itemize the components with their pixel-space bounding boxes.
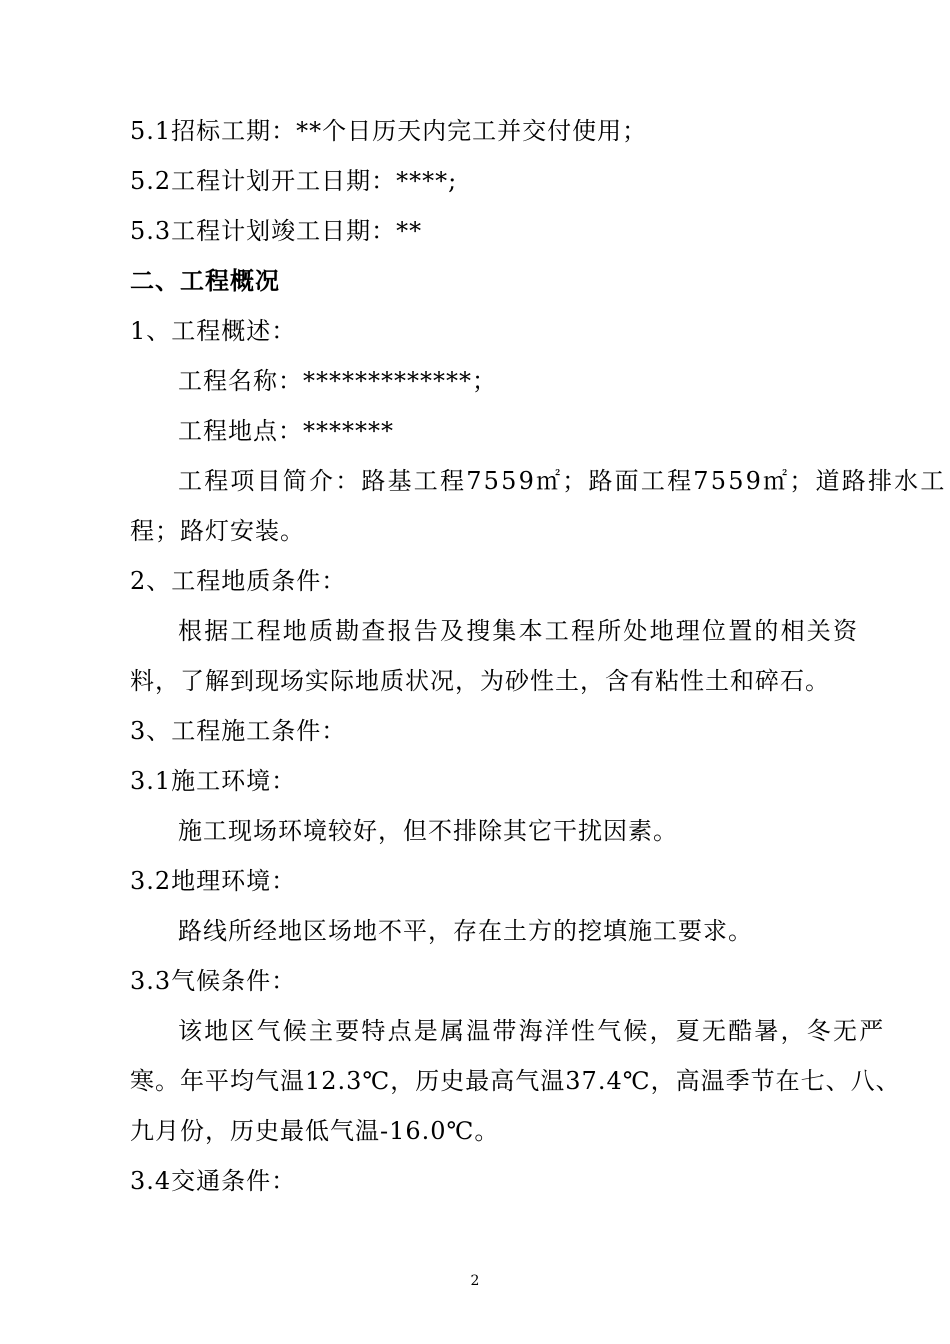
project-summary-line-2: 程；路灯安装。: [130, 517, 305, 545]
subheading-traffic: 3.4交通条件：: [130, 1167, 297, 1195]
subheading-geographic-environment: 3.2地理环境：: [130, 867, 297, 895]
subheading-construction-conditions: 3、工程施工条件：: [130, 717, 347, 745]
schedule-bid-period: 5.1招标工期：**个日历天内完工并交付使用；: [130, 117, 648, 145]
project-summary-line-1: 工程项目简介：路基工程7559㎡；路面工程7559㎡；道路排水工: [178, 467, 947, 495]
section-heading-project-overview: 二、工程概况: [130, 267, 280, 295]
project-location: 工程地点：*******: [178, 417, 394, 445]
climate-text-line-1: 该地区气候主要特点是属温带海洋性气候，夏无酷暑，冬无严: [178, 1017, 886, 1045]
subheading-project-description: 1、工程概述：: [130, 317, 297, 345]
subheading-geology: 2、工程地质条件：: [130, 567, 347, 595]
construction-environment-text: 施工现场环境较好，但不排除其它干扰因素。: [178, 817, 678, 845]
climate-text-line-2: 寒。年平均气温12.3℃，历史最高气温37.4℃，高温季节在七、八、: [130, 1067, 901, 1095]
climate-text-line-3: 九月份，历史最低气温-16.0℃。: [130, 1117, 500, 1145]
geology-text-line-2: 料，了解到现场实际地质状况，为砂性土，含有粘性土和碎石。: [130, 667, 830, 695]
page-number: 2: [470, 1273, 480, 1289]
schedule-start-date: 5.2工程计划开工日期：****;: [130, 167, 458, 195]
geographic-environment-text: 路线所经地区场地不平，存在土方的挖填施工要求。: [178, 917, 753, 945]
subheading-climate: 3.3气候条件：: [130, 967, 297, 995]
geology-text-line-1: 根据工程地质勘查报告及搜集本工程所处地理位置的相关资: [178, 617, 860, 645]
schedule-completion-date: 5.3工程计划竣工日期：**: [130, 217, 423, 245]
project-name: 工程名称：*************；: [178, 367, 497, 395]
subheading-construction-environment: 3.1施工环境：: [130, 767, 297, 795]
